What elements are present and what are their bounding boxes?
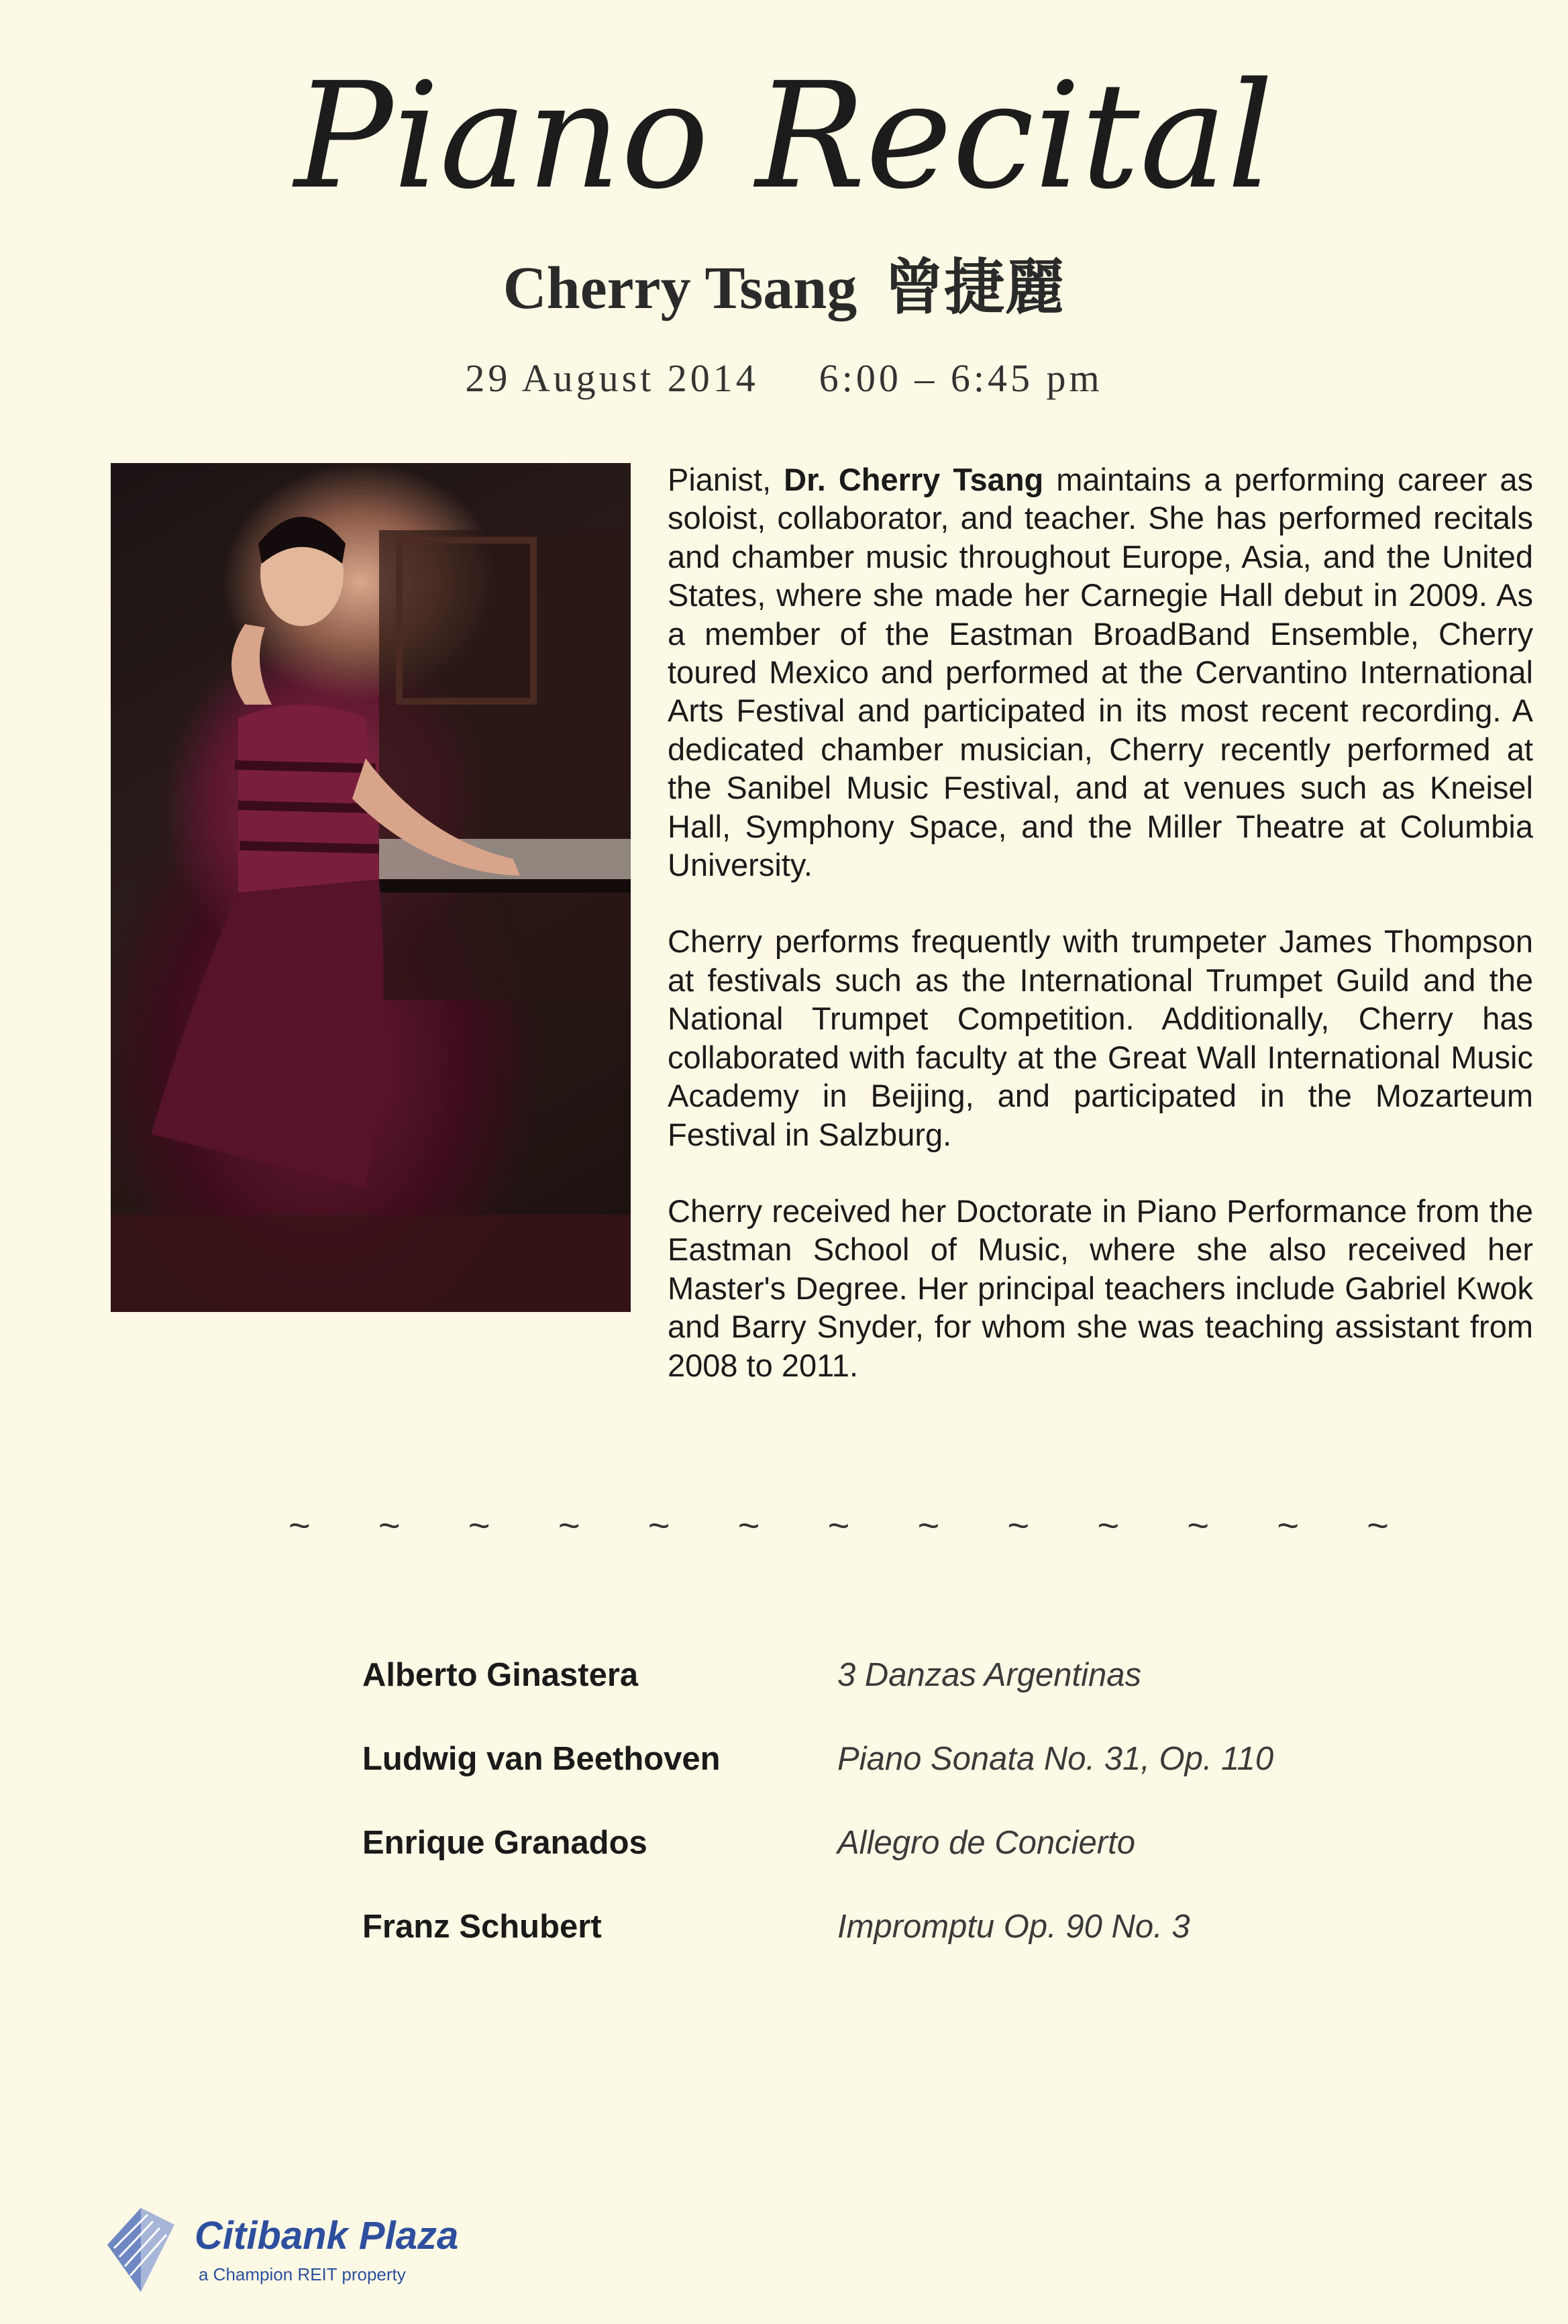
tilde: ~ [289,1504,311,1546]
performer-photo [111,463,631,1312]
bio-paragraph-3: Cherry received her Doctorate in Piano Performance from the Eastman School of Music, where she also received her Master's Degree. Her principal teachers include Gabriel Kwok and Barry Snyder, for whom she was teaching assistant from 2008 to 2011. [668,1193,1533,1383]
tilde: ~ [378,1504,401,1546]
bio-performer-name: Dr. Cherry Tsang [784,462,1044,497]
tilde: ~ [827,1504,850,1546]
event-date: 29 August 2014 [465,356,759,400]
program-composer: Enrique Granados [362,1825,647,1861]
sponsor-logo [101,2198,517,2305]
program-item [362,1740,1369,1824]
program-work: Piano Sonata No. 31, Op. 110 [837,1741,1274,1777]
bio-paragraph-1: Pianist, Dr. Cherry Tsang maintains a performing career as soloist, collaborator, and teacher. She has performed recitals and chamber music throughout Europe, Asia, and the United States, where she made her Carnegie Hall debut in 2009. As a member of the Eastman BroadBand Ensemble, Cherry toured Mexico and performed at the Cervantino International Arts Festival and participated in its most recent recording. A dedicated chamber musician, Cherry recently performed at the Sanibel Music Festival, and at venues such as Kneisel Hall, Symphony Space, and the Miller Theatre at Columbia University. [668,462,1534,883]
tilde: ~ [1187,1504,1210,1546]
performer-photo-illustration [111,463,631,1312]
program-work: Impromptu Op. 90 No. 3 [837,1909,1190,1945]
program-work: 3 Danzas Argentinas [837,1657,1142,1693]
program-item [362,1656,1369,1740]
tilde: ~ [1277,1504,1300,1546]
program-item [362,1824,1369,1908]
sponsor-name: Citibank Plaza [195,2214,459,2258]
tilde: ~ [1097,1504,1120,1546]
program-work: Allegro de Concierto [837,1825,1135,1861]
event-datetime [0,356,1568,400]
recital-title: Piano Recital [294,52,1274,221]
tilde: ~ [558,1504,580,1546]
program-item [362,1908,1369,1992]
program-composer: Alberto Ginastera [362,1657,639,1693]
performer-name [0,255,1568,321]
program-list [362,1656,1369,1992]
tilde: ~ [1007,1504,1030,1546]
tilde: ~ [737,1504,760,1546]
tilde: ~ [917,1504,940,1546]
tilde: ~ [1367,1504,1389,1546]
sponsor-tagline: a Champion REIT property [199,2264,406,2284]
tilde: ~ [468,1504,490,1546]
tilde: ~ [647,1504,670,1546]
tilde-divider [289,1503,1389,1547]
performer-name-en: Cherry Tsang [503,255,857,321]
program-composer: Franz Schubert [362,1909,602,1945]
performer-name-cn: 曾捷麗 [884,255,1065,321]
event-time: 6:00 – 6:45 pm [819,356,1103,400]
bio-paragraph-2: Cherry performs frequently with trumpeter James Thompson at festivals such as the International Trumpet Guild and the National Trumpet Competition. Additionally, Cherry has collaborated with faculty at the Great Wall International Music Academy in Beijing, and participated in the Mozarteum Festival in Salzburg. [668,923,1533,1152]
program-composer: Ludwig van Beethoven [362,1741,721,1777]
performer-biography [668,460,1533,1423]
citibank-plaza-logo-icon [101,2198,188,2298]
